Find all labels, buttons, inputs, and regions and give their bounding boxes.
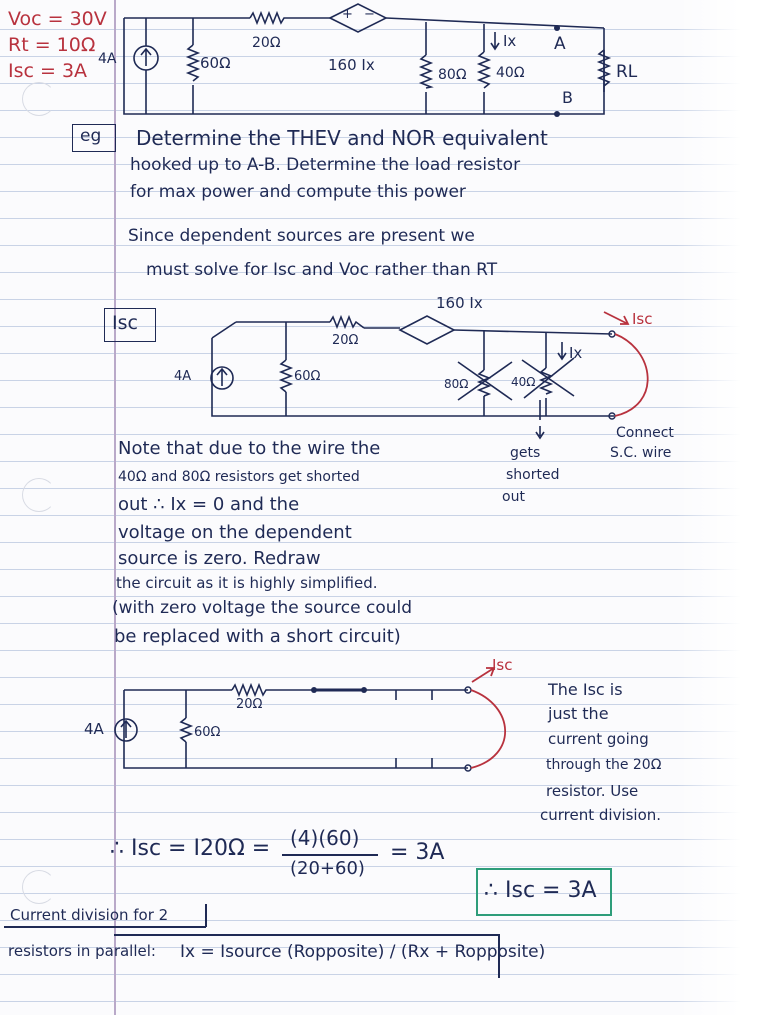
note3-line-6: current division. bbox=[540, 806, 662, 824]
note3-line-4: through the 20Ω bbox=[546, 757, 662, 773]
top-r4-label: 40Ω bbox=[496, 65, 525, 81]
note2-line-8: be replaced with a short circuit) bbox=[114, 626, 401, 647]
given-rt: Rt = 10Ω bbox=[8, 34, 96, 56]
bot-short-wire bbox=[471, 690, 505, 768]
top-node-a bbox=[554, 25, 560, 31]
equation-numerator: (4)(60) bbox=[290, 826, 360, 850]
top-current-source bbox=[134, 18, 158, 114]
given-voc: Voc = 30V bbox=[8, 8, 107, 30]
top-rl-label: RL bbox=[616, 62, 638, 82]
isc-tag: Isc bbox=[112, 312, 138, 334]
mid-resistor-60 bbox=[281, 360, 291, 392]
top-load-resistor bbox=[599, 50, 609, 86]
top-r1-label: 60Ω bbox=[200, 54, 231, 72]
circuit-bot-wires bbox=[124, 690, 468, 768]
top-r3-label: 80Ω bbox=[438, 67, 467, 83]
bot-source-label: 4A bbox=[84, 720, 104, 738]
top-resistor-80 bbox=[421, 55, 431, 88]
note3-line-3: current going bbox=[548, 730, 649, 748]
equation-denominator: (20+60) bbox=[290, 858, 365, 879]
problem-line-3: for max power and compute this power bbox=[130, 182, 466, 202]
shorted-line-3: out bbox=[502, 489, 525, 505]
top-resistor-20 bbox=[250, 13, 290, 23]
mid-r3-label: 80Ω bbox=[444, 377, 469, 391]
connect-line-2: S.C. wire bbox=[610, 445, 672, 461]
top-source-label: 4A bbox=[98, 51, 117, 67]
top-a-label: A bbox=[554, 34, 566, 54]
note2-line-6: the circuit as it is highly simplified. bbox=[116, 574, 378, 592]
bot-isc-arrow-label: Isc bbox=[492, 656, 513, 674]
mid-r4-label: 40Ω bbox=[511, 375, 536, 389]
mid-ix-arrow bbox=[558, 342, 566, 359]
problem-line-1: Determine the THEV and NOR equivalent bbox=[136, 126, 548, 150]
note3-line-1: The Isc is bbox=[548, 680, 623, 699]
top-dep-plus: + bbox=[342, 7, 353, 22]
top-resistor-40 bbox=[479, 52, 489, 88]
note3-line-5: resistor. Use bbox=[546, 782, 639, 800]
mid-shorted-arrow bbox=[536, 400, 544, 438]
bot-resistor-20 bbox=[232, 685, 268, 695]
formula-rule-mid bbox=[114, 934, 500, 936]
mid-current-source bbox=[211, 367, 233, 389]
top-b-label: B bbox=[562, 88, 573, 107]
note3-line-2: just the bbox=[548, 704, 609, 723]
mid-r1-label: 60Ω bbox=[294, 369, 321, 384]
note1-line-1: Since dependent sources are present we bbox=[128, 226, 475, 246]
equation-lhs: ∴ Isc = I20Ω = bbox=[110, 836, 271, 861]
shorted-line-2: shorted bbox=[506, 467, 560, 483]
bot-r1-label: 60Ω bbox=[194, 725, 221, 740]
mid-dependent-source bbox=[400, 316, 454, 344]
problem-line-2: hooked up to A-B. Determine the load resistor bbox=[130, 155, 521, 175]
top-dep-minus: − bbox=[364, 7, 375, 22]
fraction-bar bbox=[282, 854, 378, 856]
eg-tag: eg bbox=[80, 126, 102, 146]
answer-text: ∴ Isc = 3A bbox=[484, 878, 597, 903]
note2-line-4: voltage on the dependent bbox=[118, 522, 352, 543]
formula-expression: Ix = Isource (Ropposite) / (Rx + Ropposite) bbox=[180, 942, 546, 962]
top-r2-label: 20Ω bbox=[252, 35, 281, 51]
bot-short-node-1 bbox=[311, 687, 317, 693]
formula-rule-top bbox=[4, 926, 206, 928]
bot-r2-label: 20Ω bbox=[236, 697, 263, 712]
top-dependent-source bbox=[330, 4, 386, 32]
mid-isc-arrow bbox=[604, 312, 628, 324]
bot-current-source bbox=[115, 719, 137, 741]
note2-line-7: (with zero voltage the source could bbox=[112, 598, 413, 618]
top-resistor-60 bbox=[188, 45, 198, 81]
mid-dep-label: 160 Ix bbox=[436, 294, 483, 312]
note2-line-3: out ∴ Ix = 0 and the bbox=[118, 494, 300, 515]
formula-line-2: resistors in parallel: bbox=[8, 942, 156, 960]
note2-line-5: source is zero. Redraw bbox=[118, 548, 321, 569]
mid-r2-label: 20Ω bbox=[332, 333, 359, 348]
top-node-b bbox=[554, 111, 560, 117]
mid-ix-label: Ix bbox=[569, 344, 583, 362]
bot-resistor-60 bbox=[181, 718, 191, 742]
given-isc: Isc = 3A bbox=[8, 60, 88, 82]
formula-line-1: Current division for 2 bbox=[10, 906, 169, 924]
formula-rule-side bbox=[205, 904, 207, 927]
top-dep-label: 160 Ix bbox=[328, 56, 375, 74]
note2-line-2: 40Ω and 80Ω resistors get shorted bbox=[118, 469, 360, 485]
mid-resistor-20 bbox=[330, 317, 364, 328]
note1-line-2: must solve for Isc and Voc rather than RT bbox=[146, 260, 498, 280]
top-ix-arrow bbox=[491, 32, 499, 49]
bot-short-node-2 bbox=[361, 687, 367, 693]
equation-result: = 3A bbox=[390, 840, 445, 865]
connect-line-1: Connect bbox=[616, 425, 674, 441]
mid-isc-arrow-label: Isc bbox=[632, 310, 653, 328]
bot-isc-arrow bbox=[472, 668, 494, 682]
shorted-line-1: gets bbox=[510, 445, 541, 461]
note2-line-1: Note that due to the wire the bbox=[118, 438, 381, 459]
mid-short-wire bbox=[615, 334, 648, 416]
top-ix-label: Ix bbox=[503, 32, 517, 50]
mid-source-label: 4A bbox=[174, 369, 192, 384]
